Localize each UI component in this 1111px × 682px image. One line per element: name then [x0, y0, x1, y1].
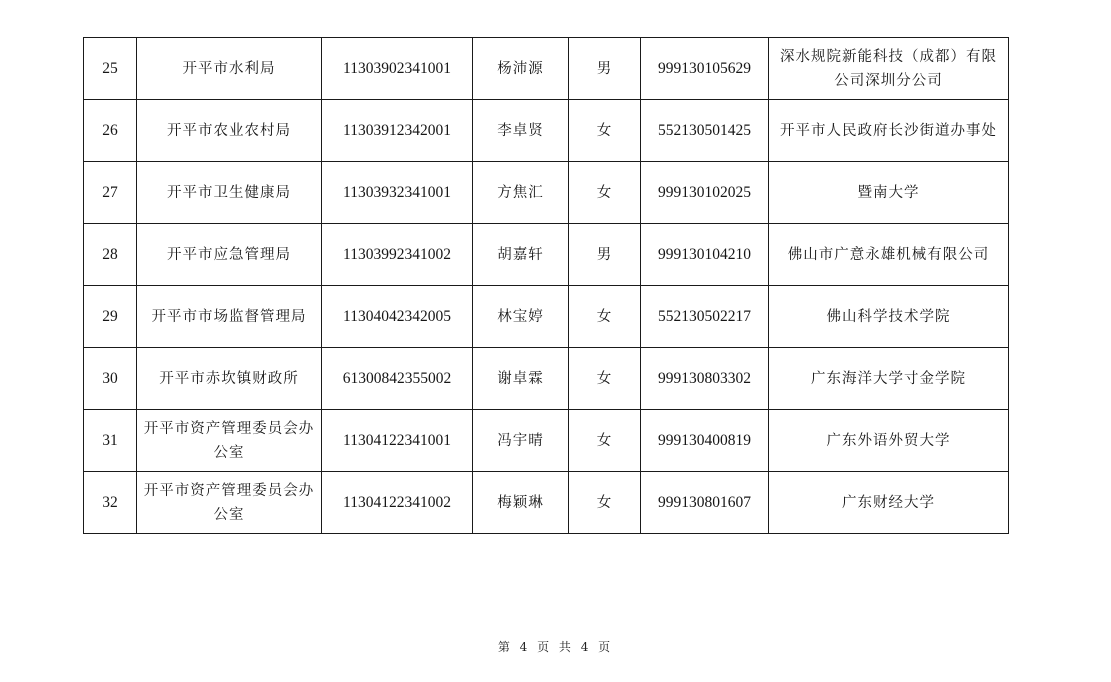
gender-cell-text: 女	[596, 432, 613, 449]
unit-cell	[137, 38, 322, 100]
table-row	[84, 472, 1009, 534]
name-cell	[473, 38, 569, 100]
exam-number-cell	[641, 410, 769, 472]
name-cell	[473, 100, 569, 162]
row-number-cell	[84, 162, 137, 224]
unit-cell	[137, 286, 322, 348]
position-code-cell-text: 11303932341001	[343, 183, 451, 201]
exam-number-cell	[641, 224, 769, 286]
position-code-cell-text: 11304042342005	[343, 307, 451, 325]
position-code-cell	[322, 38, 473, 100]
employer-cell-text: 广东外语外贸大学	[826, 432, 951, 449]
row-number-cell	[84, 348, 137, 410]
exam-number-cell	[641, 162, 769, 224]
employer-cell	[769, 162, 1009, 224]
table-body	[84, 38, 1009, 534]
gender-cell-text: 女	[596, 122, 613, 139]
employer-cell	[769, 410, 1009, 472]
position-code-cell	[322, 410, 473, 472]
gender-cell	[569, 38, 641, 100]
name-cell	[473, 472, 569, 534]
position-code-cell-text: 11304122341001	[343, 431, 451, 449]
exam-number-cell-text: 999130105629	[658, 59, 751, 77]
unit-cell-text: 开平市资产管理委员会办公室	[143, 482, 315, 523]
row-number-cell-text: 26	[102, 121, 118, 139]
unit-cell	[137, 410, 322, 472]
exam-number-cell	[641, 100, 769, 162]
unit-cell	[137, 348, 322, 410]
gender-cell	[569, 224, 641, 286]
name-cell	[473, 348, 569, 410]
employer-cell-text: 广东财经大学	[842, 494, 935, 511]
row-number-cell	[84, 286, 137, 348]
unit-cell-text: 开平市赤坎镇财政所	[159, 370, 299, 387]
gender-cell-text: 男	[596, 246, 613, 263]
position-code-cell-text: 11303992341002	[343, 245, 451, 263]
name-cell-text: 杨沛源	[497, 60, 544, 77]
name-cell	[473, 410, 569, 472]
exam-number-cell-text: 999130104210	[658, 245, 751, 263]
employer-cell-text: 暨南大学	[857, 184, 920, 201]
employer-cell	[769, 286, 1009, 348]
employer-cell-text: 佛山科学技术学院	[826, 308, 951, 325]
exam-number-cell	[641, 472, 769, 534]
gender-cell	[569, 162, 641, 224]
row-number-cell	[84, 38, 137, 100]
name-cell-text: 冯宇晴	[497, 432, 544, 449]
employer-cell	[769, 472, 1009, 534]
row-number-cell-text: 32	[102, 493, 118, 511]
row-number-cell-text: 27	[102, 183, 118, 201]
gender-cell-text: 女	[596, 308, 613, 325]
name-cell	[473, 224, 569, 286]
employer-cell-text: 佛山市广意永雄机械有限公司	[787, 246, 990, 263]
name-cell-text: 李卓贤	[497, 122, 544, 139]
exam-number-cell-text: 999130400819	[658, 431, 751, 449]
row-number-cell	[84, 224, 137, 286]
table-row	[84, 224, 1009, 286]
name-cell-text: 胡嘉轩	[497, 246, 544, 263]
employer-cell-text: 开平市人民政府长沙街道办事处	[780, 122, 997, 139]
table-row	[84, 100, 1009, 162]
employer-cell-text: 深水规院新能科技（成都）有限公司深圳分公司	[780, 48, 997, 89]
position-code-cell	[322, 162, 473, 224]
row-number-cell	[84, 100, 137, 162]
gender-cell	[569, 410, 641, 472]
table-row	[84, 410, 1009, 472]
exam-number-cell	[641, 38, 769, 100]
employer-cell	[769, 348, 1009, 410]
exam-number-cell	[641, 348, 769, 410]
position-code-cell-text: 61300842355002	[342, 369, 452, 387]
gender-cell-text: 女	[596, 494, 613, 511]
employer-cell	[769, 38, 1009, 100]
employer-cell	[769, 224, 1009, 286]
position-code-cell	[322, 286, 473, 348]
row-number-cell-text: 25	[102, 59, 118, 77]
candidate-table	[83, 37, 1009, 534]
name-cell-text: 方焦汇	[497, 184, 544, 201]
name-cell	[473, 286, 569, 348]
exam-number-cell-text: 999130803302	[658, 369, 751, 387]
row-number-cell-text: 30	[102, 369, 118, 387]
employer-cell	[769, 100, 1009, 162]
position-code-cell-text: 11303902341001	[343, 59, 451, 77]
name-cell-text: 梅颖琳	[497, 494, 544, 511]
unit-cell	[137, 162, 322, 224]
gender-cell	[569, 100, 641, 162]
position-code-cell	[322, 348, 473, 410]
position-code-cell-text: 11303912342001	[343, 121, 451, 139]
exam-number-cell	[641, 286, 769, 348]
exam-number-cell-text: 999130801607	[658, 493, 751, 511]
unit-cell	[137, 472, 322, 534]
gender-cell	[569, 286, 641, 348]
row-number-cell-text: 31	[102, 431, 118, 449]
position-code-cell-text: 11304122341002	[343, 493, 451, 511]
row-number-cell	[84, 472, 137, 534]
exam-number-cell-text: 552130501425	[658, 121, 751, 139]
exam-number-cell-text: 552130502217	[658, 307, 751, 325]
unit-cell-text: 开平市市场监督管理局	[151, 308, 307, 325]
gender-cell	[569, 348, 641, 410]
table-row	[84, 162, 1009, 224]
position-code-cell	[322, 224, 473, 286]
table-row	[84, 38, 1009, 100]
position-code-cell	[322, 472, 473, 534]
position-code-cell	[322, 100, 473, 162]
unit-cell-text: 开平市资产管理委员会办公室	[143, 420, 315, 461]
unit-cell	[137, 100, 322, 162]
gender-cell-text: 女	[596, 370, 613, 387]
gender-cell-text: 女	[596, 184, 613, 201]
table-row	[84, 348, 1009, 410]
row-number-cell-text: 28	[102, 245, 118, 263]
row-number-cell	[84, 410, 137, 472]
page-number-footer: 第 4 页 共 4 页	[497, 640, 614, 654]
name-cell-text: 谢卓霖	[497, 370, 544, 387]
gender-cell-text: 男	[596, 60, 613, 77]
row-number-cell-text: 29	[102, 307, 118, 325]
employer-cell-text: 广东海洋大学寸金学院	[811, 370, 966, 387]
exam-number-cell-text: 999130102025	[658, 183, 751, 201]
unit-cell-text: 开平市农业农村局	[167, 122, 291, 139]
unit-cell-text: 开平市水利局	[182, 60, 276, 77]
unit-cell-text: 开平市卫生健康局	[167, 184, 291, 201]
name-cell	[473, 162, 569, 224]
name-cell-text: 林宝婷	[497, 308, 544, 325]
unit-cell-text: 开平市应急管理局	[167, 246, 291, 263]
unit-cell	[137, 224, 322, 286]
gender-cell	[569, 472, 641, 534]
table-row	[84, 286, 1009, 348]
